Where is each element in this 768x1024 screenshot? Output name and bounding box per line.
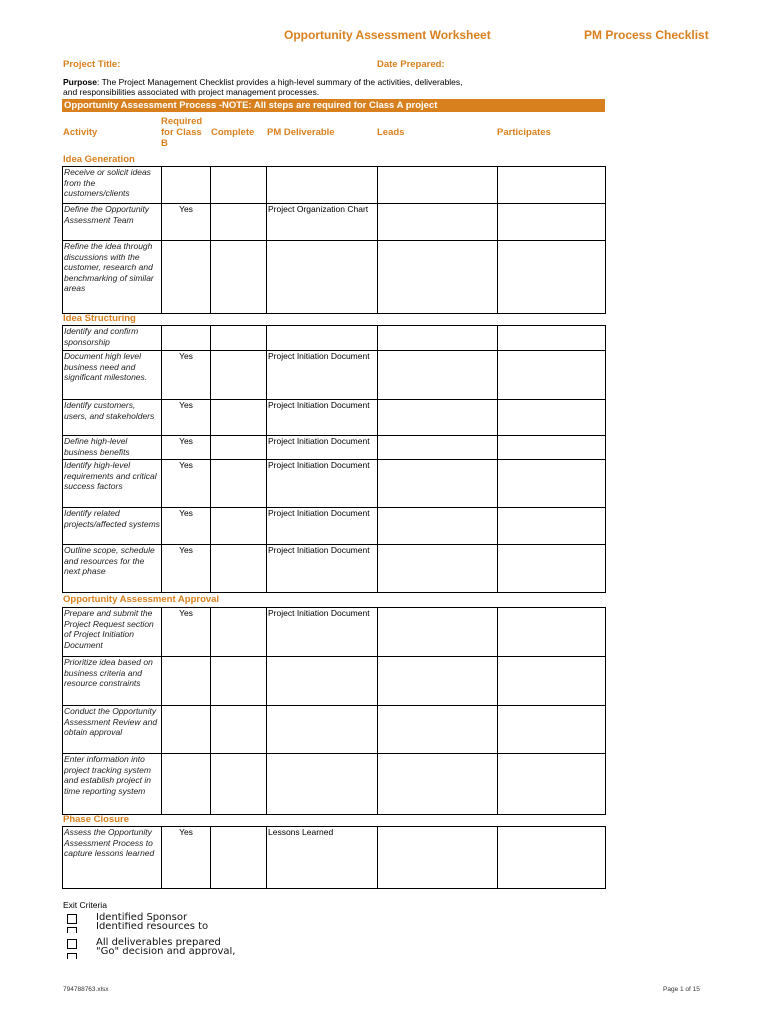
table-row <box>63 706 606 754</box>
column-header-leads: Leads <box>377 127 405 138</box>
leads-cell[interactable] <box>378 508 498 545</box>
activity-cell: Identify high-level requirements and critical success factors <box>63 460 162 508</box>
participates-cell[interactable] <box>498 351 606 400</box>
participates-cell[interactable] <box>498 204 606 241</box>
deliverable-cell[interactable]: Project Initiation Document <box>267 608 378 657</box>
exit-criteria-checkbox[interactable] <box>67 939 77 949</box>
leads-cell[interactable] <box>378 754 498 815</box>
participates-cell[interactable] <box>498 508 606 545</box>
activity-cell: Conduct the Opportunity Assessment Review and obtain approval <box>63 706 162 754</box>
complete-cell[interactable] <box>211 436 267 460</box>
exit-criteria-checkbox[interactable] <box>67 914 77 924</box>
table-row <box>63 754 606 815</box>
complete-cell[interactable] <box>211 400 267 436</box>
required-cell[interactable]: Yes <box>162 436 211 460</box>
section-title-opportunity-assessment-approval: Opportunity Assessment Approval <box>63 594 220 605</box>
required-cell[interactable] <box>162 754 211 815</box>
complete-cell[interactable] <box>211 460 267 508</box>
table-row <box>63 657 606 706</box>
activity-cell: Enter information into project tracking system and establish project in time reporting system <box>63 754 162 815</box>
complete-cell[interactable] <box>211 657 267 706</box>
required-cell[interactable]: Yes <box>162 508 211 545</box>
table-row <box>63 204 606 241</box>
column-header-complete: Complete <box>211 127 255 138</box>
participates-cell[interactable] <box>498 326 606 351</box>
column-header-participates: Participates <box>497 127 551 138</box>
activity-cell: Document high level business need and significant milestones. <box>63 351 162 400</box>
table-row <box>63 400 606 436</box>
required-cell[interactable]: Yes <box>162 400 211 436</box>
column-header-required-line-2: for Class <box>161 127 202 138</box>
complete-cell[interactable] <box>211 508 267 545</box>
participates-cell[interactable] <box>498 436 606 460</box>
required-cell[interactable]: Yes <box>162 545 211 593</box>
participates-cell[interactable] <box>498 706 606 754</box>
deliverable-cell[interactable]: Lessons Learned <box>267 827 378 889</box>
column-header-required-line-1: Required <box>161 116 203 127</box>
leads-cell[interactable] <box>378 351 498 400</box>
activity-cell: Define the Opportunity Assessment Team <box>63 204 162 241</box>
activity-cell: Define high-level business benefits <box>63 436 162 460</box>
table-row <box>63 608 606 657</box>
table-row <box>63 167 606 204</box>
leads-cell[interactable] <box>378 657 498 706</box>
leads-cell[interactable] <box>378 241 498 314</box>
purpose-line-2: and responsibilities associated with project management processes. <box>63 87 320 97</box>
project-title-label: Project Title: <box>63 59 121 70</box>
required-cell[interactable] <box>162 167 211 204</box>
participates-cell[interactable] <box>498 167 606 204</box>
deliverable-cell[interactable]: Project Initiation Document <box>267 545 378 593</box>
participates-cell[interactable] <box>498 400 606 436</box>
process-banner: Opportunity Assessment Process -NOTE: All steps are required for Class A project <box>62 99 605 112</box>
footer-page-number: Page 1 of 15 <box>663 986 700 993</box>
complete-cell[interactable] <box>211 754 267 815</box>
deliverable-cell[interactable]: Project Organization Chart <box>267 204 378 241</box>
checklist-title: PM Process Checklist <box>584 28 709 42</box>
participates-cell[interactable] <box>498 460 606 508</box>
deliverable-cell[interactable]: Project Initiation Document <box>267 436 378 460</box>
table-row <box>63 545 606 593</box>
leads-cell[interactable] <box>378 167 498 204</box>
leads-cell[interactable] <box>378 706 498 754</box>
participates-cell[interactable] <box>498 754 606 815</box>
activity-cell: Identify and confirm sponsorship <box>63 326 162 351</box>
table-row <box>63 827 606 889</box>
activity-cell: Prepare and submit the Project Request section of Project Initiation Document <box>63 608 162 657</box>
deliverable-cell[interactable] <box>267 326 378 351</box>
activity-cell: Outline scope, schedule and resources for the next phase <box>63 545 162 593</box>
participates-cell[interactable] <box>498 827 606 889</box>
date-prepared-label: Date Prepared: <box>377 59 445 70</box>
leads-cell[interactable] <box>378 460 498 508</box>
column-header-pm-deliverable: PM Deliverable <box>267 127 335 138</box>
required-cell[interactable]: Yes <box>162 351 211 400</box>
phase-closure-table <box>62 826 606 889</box>
section-title-idea-generation: Idea Generation <box>63 154 135 165</box>
activity-cell: Prioritize idea based on business criteria and resource constraints <box>63 657 162 706</box>
deliverable-cell[interactable]: Project Initiation Document <box>267 460 378 508</box>
participates-cell[interactable] <box>498 608 606 657</box>
complete-cell[interactable] <box>211 706 267 754</box>
table-row <box>63 241 606 314</box>
purpose-line-1: : The Project Management Checklist provides a high-level summary of the activities, deliverables, <box>97 77 463 87</box>
exit-criteria-item: Identified resources to <box>96 922 209 930</box>
table-row <box>63 351 606 400</box>
deliverable-cell[interactable] <box>267 167 378 204</box>
participates-cell[interactable] <box>498 545 606 593</box>
required-cell[interactable]: Yes <box>162 460 211 508</box>
participates-cell[interactable] <box>498 241 606 314</box>
leads-cell[interactable] <box>378 608 498 657</box>
deliverable-cell[interactable] <box>267 657 378 706</box>
leads-cell[interactable] <box>378 204 498 241</box>
exit-criteria-checkbox[interactable] <box>67 953 77 959</box>
complete-cell[interactable] <box>211 326 267 351</box>
activity-cell: Assess the Opportunity Assessment Process to capture lessons learned <box>63 827 162 889</box>
activity-cell: Identify related projects/affected systems <box>63 508 162 545</box>
table-row <box>63 460 606 508</box>
table-row <box>63 436 606 460</box>
complete-cell[interactable] <box>211 608 267 657</box>
worksheet-title: Opportunity Assessment Worksheet <box>284 28 491 42</box>
deliverable-cell[interactable] <box>267 241 378 314</box>
required-cell[interactable] <box>162 326 211 351</box>
exit-criteria-item: Identified Sponsor <box>96 912 188 923</box>
section-title-idea-structuring: Idea Structuring <box>63 313 136 324</box>
table-row <box>63 508 606 545</box>
required-cell[interactable]: Yes <box>162 204 211 241</box>
deliverable-cell[interactable]: Project Initiation Document <box>267 400 378 436</box>
exit-criteria-checkbox[interactable] <box>67 927 77 933</box>
required-cell[interactable] <box>162 706 211 754</box>
required-cell[interactable]: Yes <box>162 608 211 657</box>
complete-cell[interactable] <box>211 167 267 204</box>
section-title-phase-closure: Phase Closure <box>63 814 129 825</box>
deliverable-cell[interactable] <box>267 754 378 815</box>
complete-cell[interactable] <box>211 204 267 241</box>
column-header-required-line-3: B <box>161 138 168 149</box>
required-cell[interactable]: Yes <box>162 827 211 889</box>
deliverable-cell[interactable]: Project Initiation Document <box>267 508 378 545</box>
leads-cell[interactable] <box>378 400 498 436</box>
opportunity-assessment-approval-table <box>62 607 606 815</box>
column-header-required <box>161 116 202 149</box>
leads-cell[interactable] <box>378 436 498 460</box>
purpose-label: Purpose <box>63 77 98 87</box>
exit-criteria-item: "Go" decision and approval, <box>96 947 236 955</box>
required-cell[interactable] <box>162 241 211 314</box>
participates-cell[interactable] <box>498 657 606 706</box>
purpose-text <box>63 77 533 97</box>
required-cell[interactable] <box>162 657 211 706</box>
complete-cell[interactable] <box>211 545 267 593</box>
idea-generation-table <box>62 166 606 314</box>
exit-criteria-title: Exit Criteria <box>63 900 107 910</box>
leads-cell[interactable] <box>378 326 498 351</box>
deliverable-cell[interactable]: Project Initiation Document <box>267 351 378 400</box>
activity-cell: Identify customers, users, and stakeholders <box>63 400 162 436</box>
complete-cell[interactable] <box>211 351 267 400</box>
exit-criteria-item: All deliverables prepared <box>96 937 221 948</box>
table-row <box>63 326 606 351</box>
complete-cell[interactable] <box>211 827 267 889</box>
complete-cell[interactable] <box>211 241 267 314</box>
footer-filename: 794788763.xlsx <box>63 986 109 993</box>
leads-cell[interactable] <box>378 827 498 889</box>
leads-cell[interactable] <box>378 545 498 593</box>
column-header-activity: Activity <box>63 127 98 138</box>
activity-cell: Receive or solicit ideas from the customers/clients <box>63 167 162 204</box>
activity-cell: Refine the idea through discussions with the customer, research and benchmarking of similar areas <box>63 241 162 314</box>
idea-structuring-table <box>62 325 606 593</box>
deliverable-cell[interactable] <box>267 706 378 754</box>
